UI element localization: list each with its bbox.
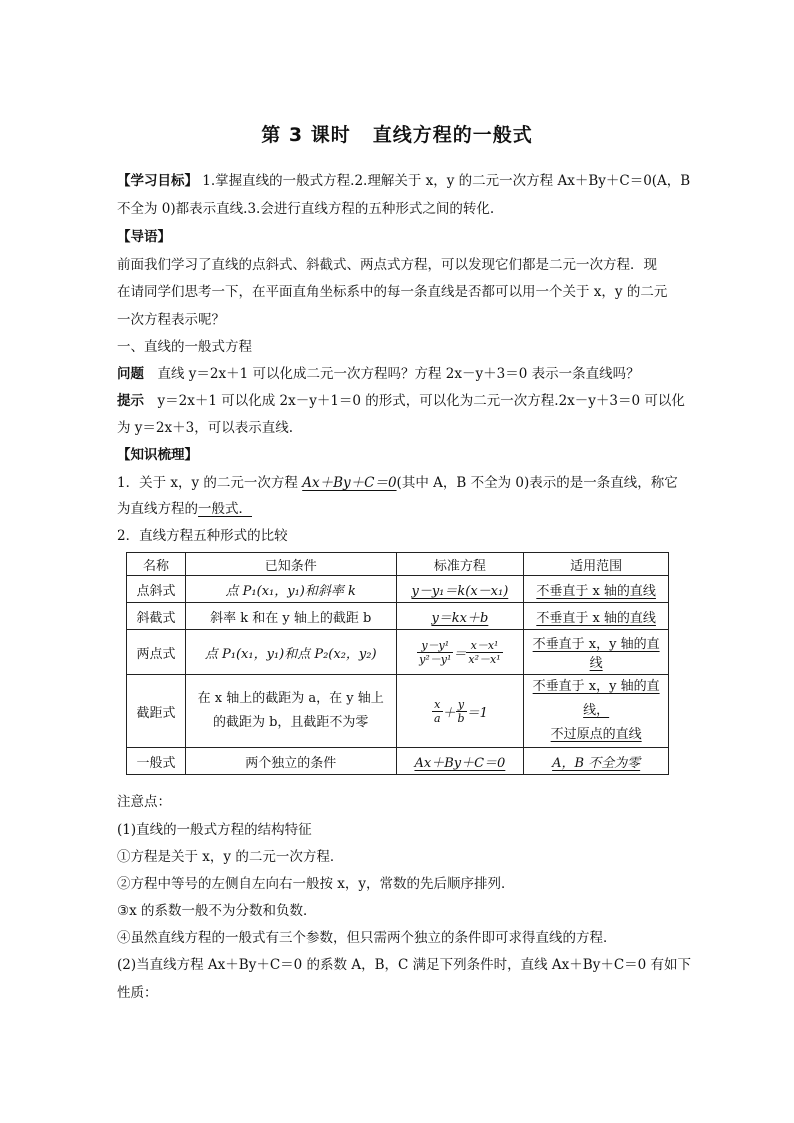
intercept-equation [396, 675, 524, 748]
fraction-a-denominator: a [433, 711, 441, 725]
row-scope-line-2: 不过原点的直线 [550, 727, 642, 742]
general-form-equation: Ax＋By＋C＝0 [302, 475, 397, 491]
page-title [0, 120, 794, 147]
table-row [127, 675, 669, 748]
table-header-row [127, 553, 669, 576]
row-condition-line-2: 的截距为 b，且截距不为零 [212, 715, 369, 730]
intro-line-3: 一次方程表示呢？ [117, 312, 225, 328]
item1-suffix: (其中 A，B 不全为 0)表示的是一条直线，称它 [396, 475, 678, 491]
item1-prefix: 1．关于 x，y 的二元一次方程 [117, 475, 303, 491]
question-line [117, 364, 682, 384]
row-scope: 不垂直于 x，y 轴的直线 [524, 630, 669, 675]
fraction-left-denominator: y²－y¹ [419, 652, 452, 666]
knowledge-item-1-line-2 [117, 499, 682, 519]
objective-line-2: 不全为 0)都表示直线.3.会进行直线方程的五种形式之间的转化. [117, 201, 495, 217]
equals-sign: ＝ [453, 646, 467, 662]
row-scope: A，B 不全为零 [524, 748, 669, 775]
knowledge-item-1 [117, 473, 682, 493]
fraction-right [466, 639, 502, 666]
row-name: 一般式 [127, 748, 186, 775]
header-condition: 已知条件 [185, 553, 396, 576]
two-point-equation [396, 630, 524, 675]
note-line: (1)直线的一般式方程的结构特征 [117, 822, 312, 838]
objective-line-1 [117, 171, 691, 191]
knowledge-item-2: 2．直线方程五种形式的比较 [117, 528, 288, 544]
fraction-y-numerator: y [456, 698, 467, 712]
row-name: 点斜式 [127, 576, 186, 603]
row-equation: y＝kx＋b [396, 603, 524, 630]
fraction-x-over-a [432, 698, 443, 725]
row-scope [524, 675, 669, 748]
fraction-right-numerator: x－x¹ [466, 639, 502, 653]
equals-one: ＝1 [466, 705, 488, 721]
row-condition: 点 P₁(x₁，y₁)和斜率 k [185, 576, 396, 603]
hint-label: 提示 [117, 393, 144, 409]
objective-text-1: 1.掌握直线的一般式方程.2.理解关于 x，y 的二元一次方程 Ax＋By＋C＝0(A，B [198, 173, 691, 189]
row-condition-line-1: 在 x 轴上的截距为 a，在 y 轴上 [197, 691, 384, 706]
hint-text-1: y＝2x＋1 可以化成 2x－y＋1＝0 的形式，可以化为二元一次方程.2x－y＋3＝0 可以化 [144, 393, 685, 409]
question-text: 直线 y＝2x＋1 可以化成二元一次方程吗？方程 2x－y＋3＝0 表示一条直线吗？ [144, 366, 640, 382]
hint-line-1 [117, 391, 685, 411]
row-name: 两点式 [127, 630, 186, 675]
fraction-x-numerator: x [432, 698, 443, 712]
intro-label: 【导语】 [117, 229, 171, 245]
general-form-term: 一般式． [198, 501, 252, 517]
row-scope: 不垂直于 x 轴的直线 [524, 603, 669, 630]
notes-label: 注意点： [117, 794, 171, 810]
row-name: 截距式 [127, 675, 186, 748]
row-equation: Ax＋By＋C＝0 [396, 748, 524, 775]
row-equation: y－y₁＝k(x－x₁) [396, 576, 524, 603]
note-line: (2)当直线方程 Ax＋By＋C＝0 的系数 A，B，C 满足下列条件时，直线 Ax＋By＋C＝0 有如下 [117, 957, 692, 973]
fraction-left-numerator: y－y¹ [417, 639, 453, 653]
fraction-left [417, 639, 453, 666]
row-scope-line-1: 不垂直于 x，y 轴的直线， [532, 679, 660, 718]
forms-comparison-table [126, 552, 669, 775]
lesson-number: 第 3 课时 [261, 124, 351, 146]
knowledge-label: 【知识梳理】 [117, 447, 198, 463]
hint-line-2: 为 y＝2x＋3，可以表示直线. [117, 420, 294, 436]
row-name: 斜截式 [127, 603, 186, 630]
row-condition [185, 675, 396, 748]
lesson-topic: 直线方程的一般式 [372, 124, 533, 146]
note-line: ②方程中等号的左侧自左向右一般按 x，y，常数的先后顺序排列． [117, 876, 515, 892]
note-line: 性质： [117, 985, 158, 1001]
intro-line-2: 在请同学们思考一下，在平面直角坐标系中的每一条直线是否都可以用一个关于 x，y 的二元 [117, 284, 668, 300]
objective-label: 【学习目标】 [117, 173, 198, 189]
note-line: ①方程是关于 x，y 的二元一次方程． [117, 849, 344, 865]
row-condition: 两个独立的条件 [185, 748, 396, 775]
section-heading: 一、直线的一般式方程 [117, 339, 252, 355]
row-scope: 不垂直于 x 轴的直线 [524, 576, 669, 603]
table-row [127, 576, 669, 603]
header-name: 名称 [127, 553, 186, 576]
header-equation: 标准方程 [396, 553, 524, 576]
note-line: ④虽然直线方程的一般式有三个参数，但只需两个独立的条件即可求得直线的方程． [117, 930, 617, 946]
table-row [127, 630, 669, 675]
row-condition: 斜率 k 和在 y 轴上的截距 b [185, 603, 396, 630]
row-condition: 点 P₁(x₁，y₁)和点 P₂(x₂，y₂) [185, 630, 396, 675]
intro-line-1: 前面我们学习了直线的点斜式、斜截式、两点式方程，可以发现它们都是二元一次方程．现 [117, 257, 657, 273]
table-row [127, 603, 669, 630]
note-line: ③x 的系数一般不为分数和负数． [117, 903, 317, 919]
header-scope: 适用范围 [524, 553, 669, 576]
fraction-y-over-b [456, 698, 467, 725]
item1-line2-prefix: 为直线方程的 [117, 501, 198, 517]
table-row [127, 748, 669, 775]
fraction-b-denominator: b [457, 711, 465, 725]
question-label: 问题 [117, 366, 144, 382]
fraction-right-denominator: x²－x¹ [468, 652, 501, 666]
plus-sign: ＋ [442, 705, 456, 721]
